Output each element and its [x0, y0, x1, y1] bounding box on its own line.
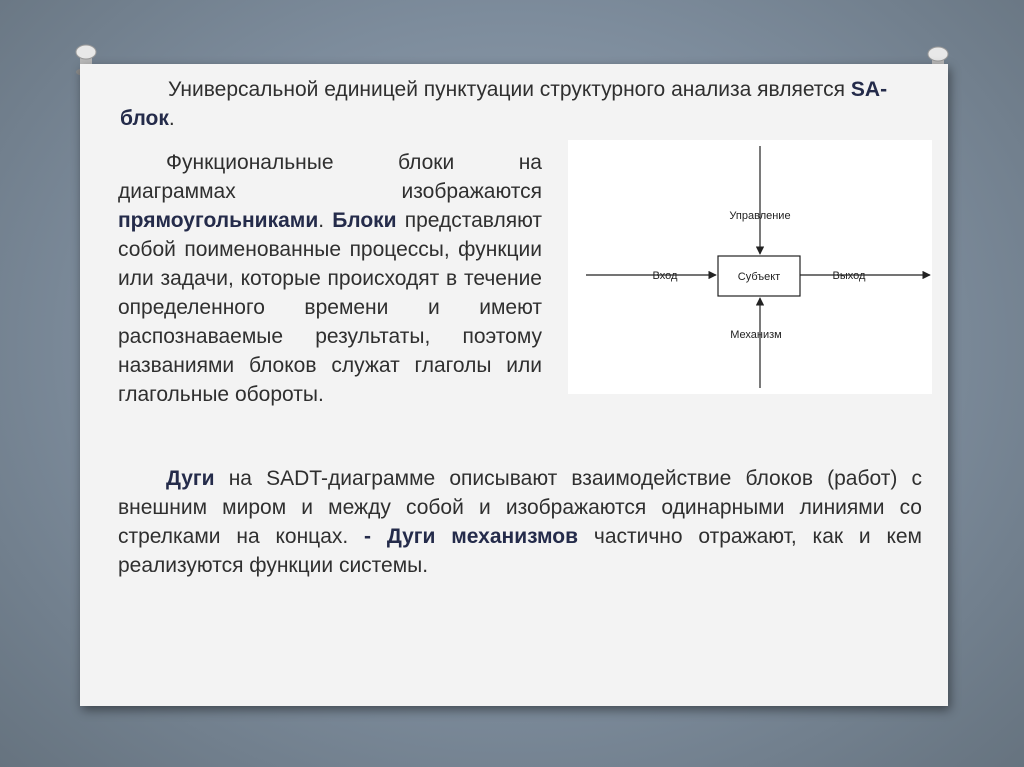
sa-block-term: SA-блок	[120, 78, 888, 130]
arcs-term: Дуги	[166, 467, 215, 490]
input-label: Вход	[652, 270, 678, 282]
sa-block-diagram	[568, 140, 932, 394]
rectangles-term: прямоугольниками	[118, 209, 319, 232]
intro-paragraph: Универсальной единицей пунктуации структурного анализа является SA-блок.	[120, 78, 888, 130]
blocks-term: Блоки	[332, 209, 397, 232]
output-label: Выход	[832, 270, 866, 282]
arcs-paragraph: Дуги на SADT-диаграмме описывают взаимодействие блоков (работ) с внешним миром и между собой и изображаются одинарными линиями со стрелками на концах. - Дуги механизмов частично отражают, как и кем реализуются функции системы.	[118, 467, 922, 577]
functional-blocks-paragraph: Функциональные блоки на диаграммах изображаются прямоугольниками. Блоки представляют собой поименованные процессы, функции или задачи, которые происходят в течение определенного времени и имеют распознаваемые результаты, поэтому названиями блоков служат глаголы или глагольные обороты.	[118, 151, 542, 406]
subject-label: Субъект	[737, 271, 781, 283]
mechanism-arcs-term: - Дуги механизмов	[364, 525, 579, 548]
mechanism-label: Механизм	[730, 329, 782, 341]
control-label: Управление	[729, 210, 791, 222]
